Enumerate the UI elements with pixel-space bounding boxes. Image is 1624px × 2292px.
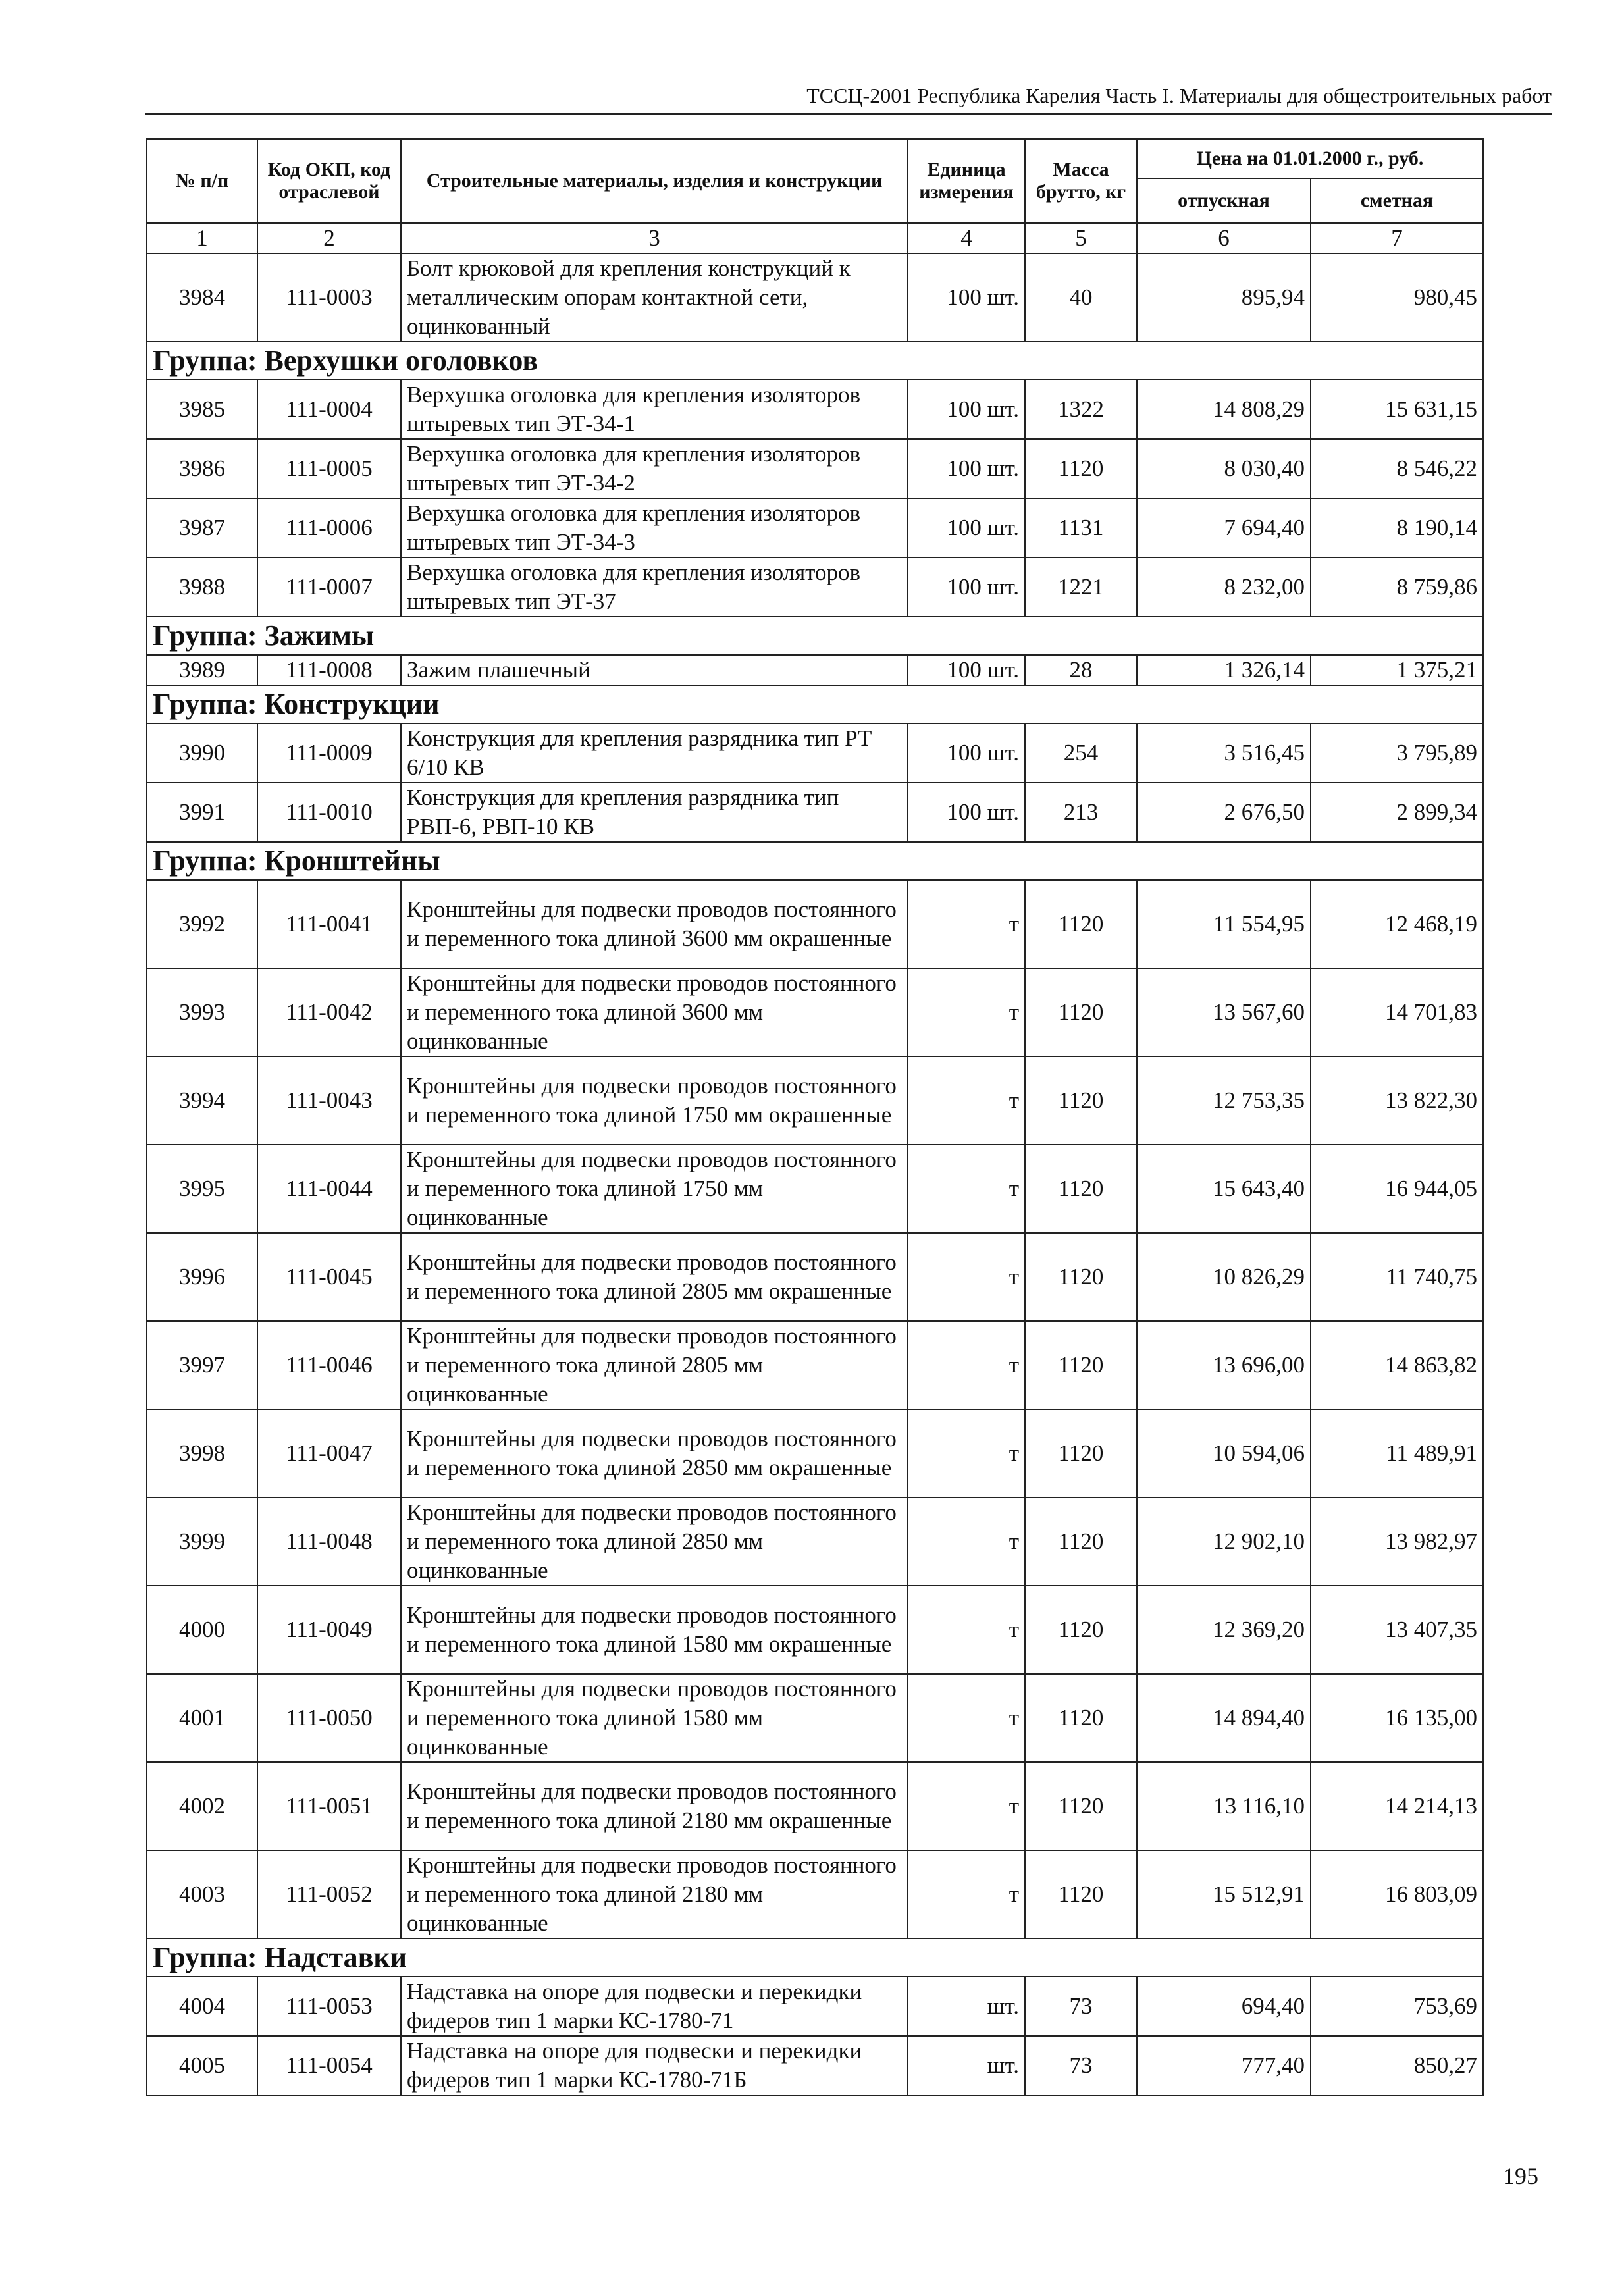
cell-price-release: 13 696,00	[1137, 1321, 1311, 1409]
cell-mass: 40	[1025, 253, 1137, 342]
group-title: Группа: Надставки	[147, 1939, 1483, 1977]
table-body	[147, 253, 1483, 2095]
cell-num: 3995	[147, 1145, 257, 1233]
cell-code: 111-0048	[257, 1498, 401, 1586]
cell-unit: 100 шт.	[908, 439, 1025, 498]
table-row	[147, 1498, 1483, 1586]
cell-name: Кронштейны для подвески проводов постоянного и переменного тока длиной 2850 мм оцинкованные	[401, 1498, 908, 1586]
column-number: 1	[147, 223, 257, 253]
cell-num: 4003	[147, 1850, 257, 1939]
cell-unit: 100 шт.	[908, 723, 1025, 783]
cell-mass: 1120	[1025, 1498, 1137, 1586]
cell-unit: 100 шт.	[908, 655, 1025, 685]
cell-unit: 100 шт.	[908, 253, 1025, 342]
cell-num: 4002	[147, 1762, 257, 1850]
cell-unit: 100 шт.	[908, 783, 1025, 842]
cell-price-release: 12 369,20	[1137, 1586, 1311, 1674]
cell-name: Верхушка оголовка для крепления изоляторов штыревых тип ЭТ-34-3	[401, 498, 908, 558]
cell-code: 111-0054	[257, 2036, 401, 2095]
column-number: 2	[257, 223, 401, 253]
header-price-release: отпускная	[1137, 178, 1311, 223]
cell-name: Болт крюковой для крепления конструкций к металлическим опорам контактной сети, оцинкованный	[401, 253, 908, 342]
column-number: 7	[1311, 223, 1483, 253]
cell-price-release: 15 512,91	[1137, 1850, 1311, 1939]
cell-name: Надставка на опоре для подвески и перекидки фидеров тип 1 марки КС-1780-71	[401, 1977, 908, 2036]
table-row	[147, 1586, 1483, 1674]
group-row	[147, 342, 1483, 380]
materials-price-table	[146, 138, 1484, 2096]
cell-price-release: 7 694,40	[1137, 498, 1311, 558]
group-title: Группа: Зажимы	[147, 617, 1483, 655]
cell-name: Верхушка оголовка для крепления изоляторов штыревых тип ЭТ-37	[401, 558, 908, 617]
cell-price-estimate: 11 489,91	[1311, 1409, 1483, 1498]
group-row	[147, 617, 1483, 655]
cell-price-release: 1 326,14	[1137, 655, 1311, 685]
cell-mass: 28	[1025, 655, 1137, 685]
cell-unit: 100 шт.	[908, 498, 1025, 558]
cell-price-estimate: 2 899,34	[1311, 783, 1483, 842]
cell-price-estimate: 16 803,09	[1311, 1850, 1483, 1939]
table-row	[147, 498, 1483, 558]
cell-price-release: 11 554,95	[1137, 880, 1311, 968]
cell-name: Кронштейны для подвески проводов постоянного и переменного тока длиной 3600 мм оцинкованные	[401, 968, 908, 1056]
cell-price-release: 13 567,60	[1137, 968, 1311, 1056]
cell-unit: т	[908, 1145, 1025, 1233]
cell-mass: 1120	[1025, 1762, 1137, 1850]
cell-mass: 1120	[1025, 1145, 1137, 1233]
cell-unit: т	[908, 1762, 1025, 1850]
cell-price-estimate: 16 944,05	[1311, 1145, 1483, 1233]
cell-price-estimate: 14 863,82	[1311, 1321, 1483, 1409]
cell-price-release: 14 808,29	[1137, 380, 1311, 439]
cell-price-estimate: 14 214,13	[1311, 1762, 1483, 1850]
cell-name: Конструкция для крепления разрядника тип РВП-6, РВП-10 КВ	[401, 783, 908, 842]
table-row	[147, 558, 1483, 617]
cell-mass: 1120	[1025, 1233, 1137, 1321]
cell-price-estimate: 1 375,21	[1311, 655, 1483, 685]
cell-unit: 100 шт.	[908, 558, 1025, 617]
cell-code: 111-0051	[257, 1762, 401, 1850]
cell-mass: 1120	[1025, 880, 1137, 968]
cell-code: 111-0045	[257, 1233, 401, 1321]
cell-code: 111-0044	[257, 1145, 401, 1233]
cell-num: 3994	[147, 1056, 257, 1145]
cell-unit: т	[908, 880, 1025, 968]
cell-mass: 1120	[1025, 1586, 1137, 1674]
header-code: Код ОКП, код отраслевой	[257, 139, 401, 223]
cell-name: Верхушка оголовка для крепления изоляторов штыревых тип ЭТ-34-2	[401, 439, 908, 498]
cell-mass: 1322	[1025, 380, 1137, 439]
cell-unit: т	[908, 1586, 1025, 1674]
cell-num: 3991	[147, 783, 257, 842]
cell-price-estimate: 13 407,35	[1311, 1586, 1483, 1674]
cell-code: 111-0046	[257, 1321, 401, 1409]
cell-price-estimate: 12 468,19	[1311, 880, 1483, 968]
table-row	[147, 2036, 1483, 2095]
cell-price-estimate: 753,69	[1311, 1977, 1483, 2036]
cell-price-estimate: 13 822,30	[1311, 1056, 1483, 1145]
cell-num: 3993	[147, 968, 257, 1056]
cell-price-estimate: 16 135,00	[1311, 1674, 1483, 1762]
page-number: 195	[1503, 2163, 1538, 2189]
cell-price-release: 8 232,00	[1137, 558, 1311, 617]
cell-code: 111-0042	[257, 968, 401, 1056]
table-row	[147, 1674, 1483, 1762]
cell-unit: т	[908, 968, 1025, 1056]
cell-price-estimate: 980,45	[1311, 253, 1483, 342]
cell-code: 111-0010	[257, 783, 401, 842]
cell-code: 111-0043	[257, 1056, 401, 1145]
cell-unit: 100 шт.	[908, 380, 1025, 439]
cell-name: Верхушка оголовка для крепления изоляторов штыревых тип ЭТ-34-1	[401, 380, 908, 439]
cell-price-estimate: 13 982,97	[1311, 1498, 1483, 1586]
group-title: Группа: Верхушки оголовков	[147, 342, 1483, 380]
cell-num: 3985	[147, 380, 257, 439]
group-title: Группа: Конструкции	[147, 685, 1483, 723]
cell-unit: шт.	[908, 1977, 1025, 2036]
cell-code: 111-0053	[257, 1977, 401, 2036]
cell-num: 4001	[147, 1674, 257, 1762]
cell-num: 3989	[147, 655, 257, 685]
cell-price-release: 694,40	[1137, 1977, 1311, 2036]
cell-name: Надставка на опоре для подвески и перекидки фидеров тип 1 марки КС-1780-71Б	[401, 2036, 908, 2095]
cell-price-release: 15 643,40	[1137, 1145, 1311, 1233]
cell-name: Кронштейны для подвески проводов постоянного и переменного тока длиной 2805 мм окрашенные	[401, 1233, 908, 1321]
cell-price-release: 12 753,35	[1137, 1056, 1311, 1145]
cell-price-estimate: 8 759,86	[1311, 558, 1483, 617]
running-header	[145, 78, 1552, 115]
cell-name: Кронштейны для подвески проводов постоянного и переменного тока длиной 1750 мм окрашенные	[401, 1056, 908, 1145]
cell-unit: т	[908, 1498, 1025, 1586]
cell-price-release: 12 902,10	[1137, 1498, 1311, 1586]
cell-name: Кронштейны для подвески проводов постоянного и переменного тока длиной 2180 мм оцинкованные	[401, 1850, 908, 1939]
table-row	[147, 1233, 1483, 1321]
cell-price-release: 10 826,29	[1137, 1233, 1311, 1321]
header-num: № п/п	[147, 139, 257, 223]
cell-unit: т	[908, 1674, 1025, 1762]
cell-mass: 73	[1025, 1977, 1137, 2036]
cell-unit: т	[908, 1409, 1025, 1498]
cell-price-release: 10 594,06	[1137, 1409, 1311, 1498]
cell-unit: т	[908, 1233, 1025, 1321]
table-row	[147, 380, 1483, 439]
cell-name: Конструкция для крепления разрядника тип РТ 6/10 КВ	[401, 723, 908, 783]
cell-code: 111-0003	[257, 253, 401, 342]
cell-num: 3992	[147, 880, 257, 968]
cell-price-release: 3 516,45	[1137, 723, 1311, 783]
cell-num: 3998	[147, 1409, 257, 1498]
table-row	[147, 1321, 1483, 1409]
cell-price-estimate: 8 190,14	[1311, 498, 1483, 558]
cell-name: Кронштейны для подвески проводов постоянного и переменного тока длиной 1580 мм оцинкованные	[401, 1674, 908, 1762]
group-row	[147, 842, 1483, 880]
cell-price-estimate: 11 740,75	[1311, 1233, 1483, 1321]
cell-code: 111-0007	[257, 558, 401, 617]
cell-unit: т	[908, 1321, 1025, 1409]
cell-num: 3987	[147, 498, 257, 558]
cell-name: Кронштейны для подвески проводов постоянного и переменного тока длиной 2850 мм окрашенные	[401, 1409, 908, 1498]
header-unit: Единица измерения	[908, 139, 1025, 223]
cell-mass: 254	[1025, 723, 1137, 783]
cell-code: 111-0004	[257, 380, 401, 439]
column-number-row	[147, 223, 1483, 253]
cell-mass: 1120	[1025, 1321, 1137, 1409]
cell-name: Кронштейны для подвески проводов постоянного и переменного тока длиной 1750 мм оцинкованные	[401, 1145, 908, 1233]
cell-mass: 1131	[1025, 498, 1137, 558]
cell-code: 111-0050	[257, 1674, 401, 1762]
cell-num: 3986	[147, 439, 257, 498]
table-row	[147, 723, 1483, 783]
table-row	[147, 1977, 1483, 2036]
cell-price-release: 895,94	[1137, 253, 1311, 342]
cell-price-estimate: 850,27	[1311, 2036, 1483, 2095]
cell-mass: 1221	[1025, 558, 1137, 617]
cell-mass: 73	[1025, 2036, 1137, 2095]
table-row	[147, 968, 1483, 1056]
cell-num: 4000	[147, 1586, 257, 1674]
cell-mass: 1120	[1025, 1674, 1137, 1762]
table-row	[147, 253, 1483, 342]
table-row	[147, 1056, 1483, 1145]
cell-code: 111-0049	[257, 1586, 401, 1674]
table-row	[147, 1145, 1483, 1233]
cell-unit: т	[908, 1056, 1025, 1145]
cell-mass: 213	[1025, 783, 1137, 842]
table-row	[147, 1762, 1483, 1850]
cell-num: 3984	[147, 253, 257, 342]
cell-unit: шт.	[908, 2036, 1025, 2095]
table-row	[147, 655, 1483, 685]
cell-unit: т	[908, 1850, 1025, 1939]
cell-price-release: 777,40	[1137, 2036, 1311, 2095]
cell-price-estimate: 15 631,15	[1311, 380, 1483, 439]
cell-code: 111-0008	[257, 655, 401, 685]
group-title: Группа: Кронштейны	[147, 842, 1483, 880]
cell-num: 3988	[147, 558, 257, 617]
cell-code: 111-0006	[257, 498, 401, 558]
cell-code: 111-0052	[257, 1850, 401, 1939]
cell-num: 4004	[147, 1977, 257, 2036]
cell-mass: 1120	[1025, 1409, 1137, 1498]
cell-mass: 1120	[1025, 968, 1137, 1056]
cell-name: Кронштейны для подвески проводов постоянного и переменного тока длиной 3600 мм окрашенные	[401, 880, 908, 968]
cell-mass: 1120	[1025, 1056, 1137, 1145]
cell-price-estimate: 8 546,22	[1311, 439, 1483, 498]
group-row	[147, 1939, 1483, 1977]
cell-price-estimate: 14 701,83	[1311, 968, 1483, 1056]
cell-price-release: 2 676,50	[1137, 783, 1311, 842]
cell-name: Кронштейны для подвески проводов постоянного и переменного тока длиной 1580 мм окрашенные	[401, 1586, 908, 1674]
table-row	[147, 880, 1483, 968]
table-row	[147, 439, 1483, 498]
cell-code: 111-0005	[257, 439, 401, 498]
group-row	[147, 685, 1483, 723]
cell-price-release: 8 030,40	[1137, 439, 1311, 498]
cell-code: 111-0009	[257, 723, 401, 783]
column-number: 5	[1025, 223, 1137, 253]
column-number: 6	[1137, 223, 1311, 253]
cell-num: 3999	[147, 1498, 257, 1586]
column-number: 3	[401, 223, 908, 253]
header-mass: Масса брутто, кг	[1025, 139, 1137, 223]
cell-price-estimate: 3 795,89	[1311, 723, 1483, 783]
header-price-group: Цена на 01.01.2000 г., руб.	[1137, 139, 1483, 178]
cell-mass: 1120	[1025, 439, 1137, 498]
cell-num: 3990	[147, 723, 257, 783]
cell-name: Зажим плашечный	[401, 655, 908, 685]
table-row	[147, 1850, 1483, 1939]
cell-num: 4005	[147, 2036, 257, 2095]
table-row	[147, 783, 1483, 842]
cell-name: Кронштейны для подвески проводов постоянного и переменного тока длиной 2805 мм оцинкованные	[401, 1321, 908, 1409]
column-number: 4	[908, 223, 1025, 253]
header-name: Строительные материалы, изделия и конструкции	[401, 139, 908, 223]
header-price-estimate: сметная	[1311, 178, 1483, 223]
cell-code: 111-0047	[257, 1409, 401, 1498]
table-row	[147, 1409, 1483, 1498]
cell-price-release: 14 894,40	[1137, 1674, 1311, 1762]
cell-num: 3997	[147, 1321, 257, 1409]
cell-num: 3996	[147, 1233, 257, 1321]
cell-name: Кронштейны для подвески проводов постоянного и переменного тока длиной 2180 мм окрашенные	[401, 1762, 908, 1850]
header-title: ТССЦ-2001 Республика Карелия Часть I. Материалы для общестроительных работ	[806, 84, 1552, 107]
cell-code: 111-0041	[257, 880, 401, 968]
cell-mass: 1120	[1025, 1850, 1137, 1939]
cell-price-release: 13 116,10	[1137, 1762, 1311, 1850]
